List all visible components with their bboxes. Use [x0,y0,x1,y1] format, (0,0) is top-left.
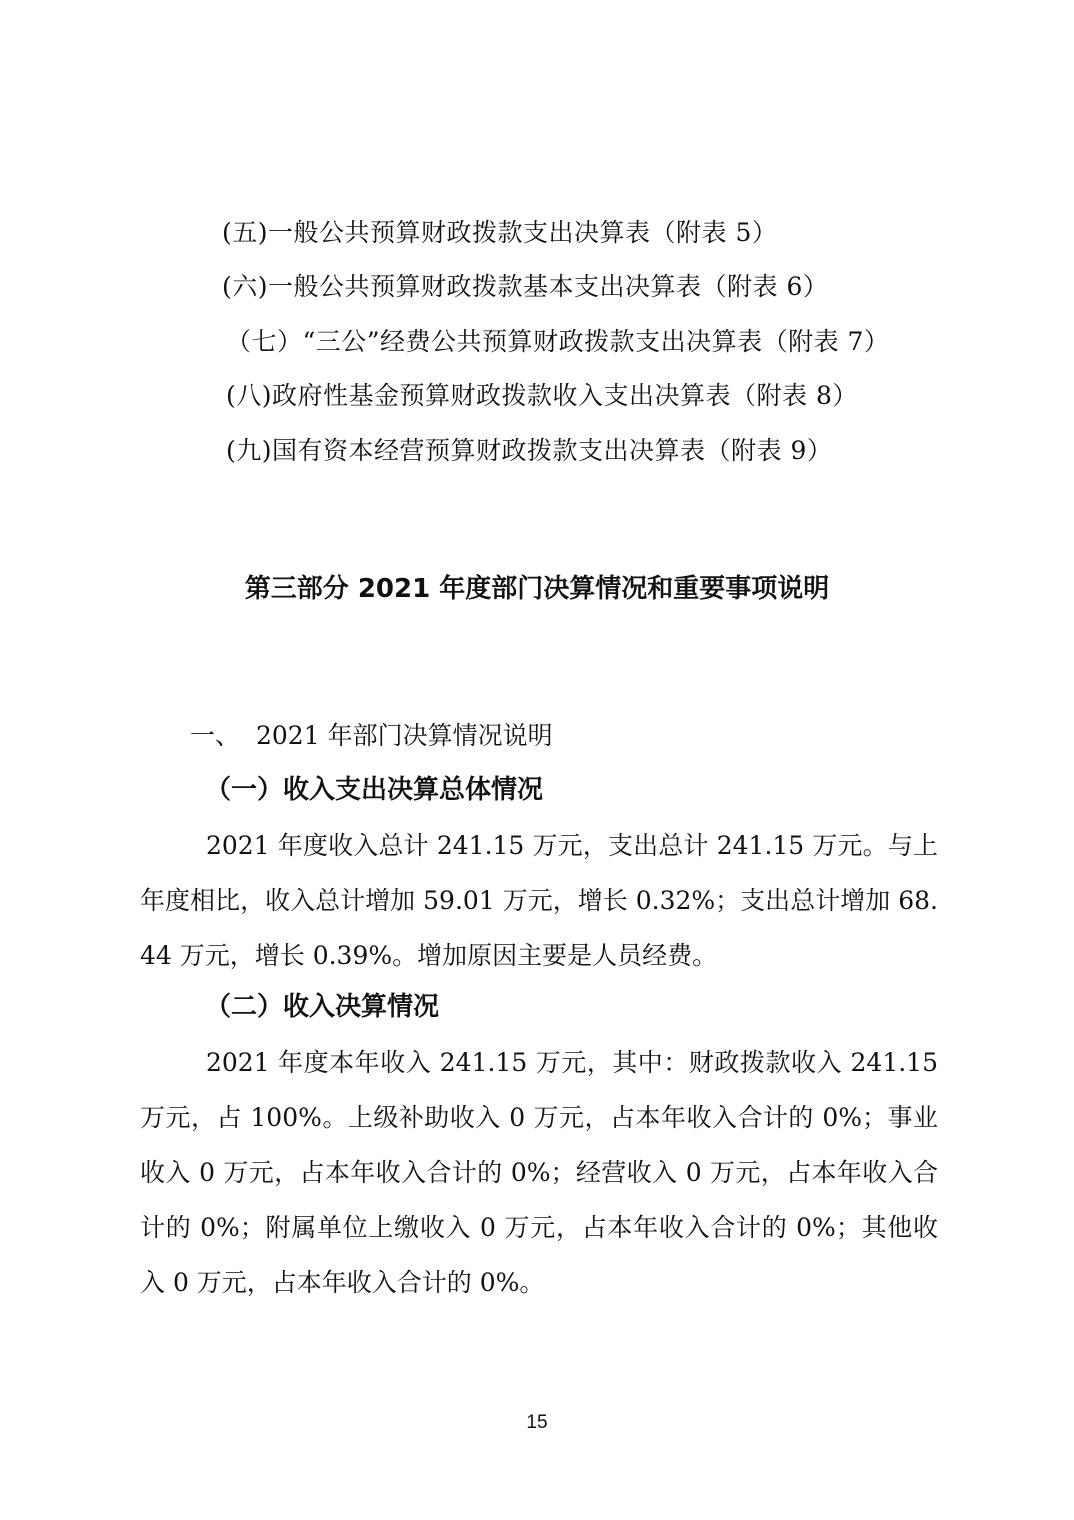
section-title: 2021 年部门决算情况说明 [256,721,553,750]
page-number: 15 [526,1412,548,1433]
paragraph-income: 2021 年度本年收入 241.15 万元，其中：财政拨款收入 241.15 万元，占 100%。上级补助收入 0 万元，占本年收入合计的 0%；事业收入 0 万元，占本年收入合计的 0%；经营收入 0 万元，占本年收入合计的 0%；附属单位上缴收入 0 万元，占本年收入合计的 0%；其他收入 0 万元，占本年收入合计的 0%。 [140,1048,938,1297]
toc-item-7: （七）“三公”经费公共预算财政拨款支出决算表（附表 7） [226,327,890,356]
paragraph-income-expense-overall: 2021 年度收入总计 241.15 万元，支出总计 241.15 万元。与上年度相比，收入总计增加 59.01 万元，增长 0.32%；支出总计增加 68.44 万元，增长 0.39%。增加原因主要是人员经费。 [140,831,938,970]
subheading-income-expense-overall: （一）收入支出决算总体情况 [205,775,544,805]
toc-item-8: (八)政府性基金预算财政拨款收入支出决算表（附表 8） [226,381,858,410]
toc-item-9: (九)国有资本经营预算财政拨款支出决算表（附表 9） [226,436,833,465]
subheading-income: （二）收入决算情况 [205,992,440,1022]
toc-item-5: (五)一般公共预算财政拨款支出决算表（附表 5） [222,218,778,247]
section-number: 一、 [190,721,241,750]
part-title: 第三部分 2021 年度部门决算情况和重要事项说明 [244,574,830,604]
section-heading [190,720,553,752]
toc-item-6: (六)一般公共预算财政拨款基本支出决算表（附表 6） [222,272,829,301]
